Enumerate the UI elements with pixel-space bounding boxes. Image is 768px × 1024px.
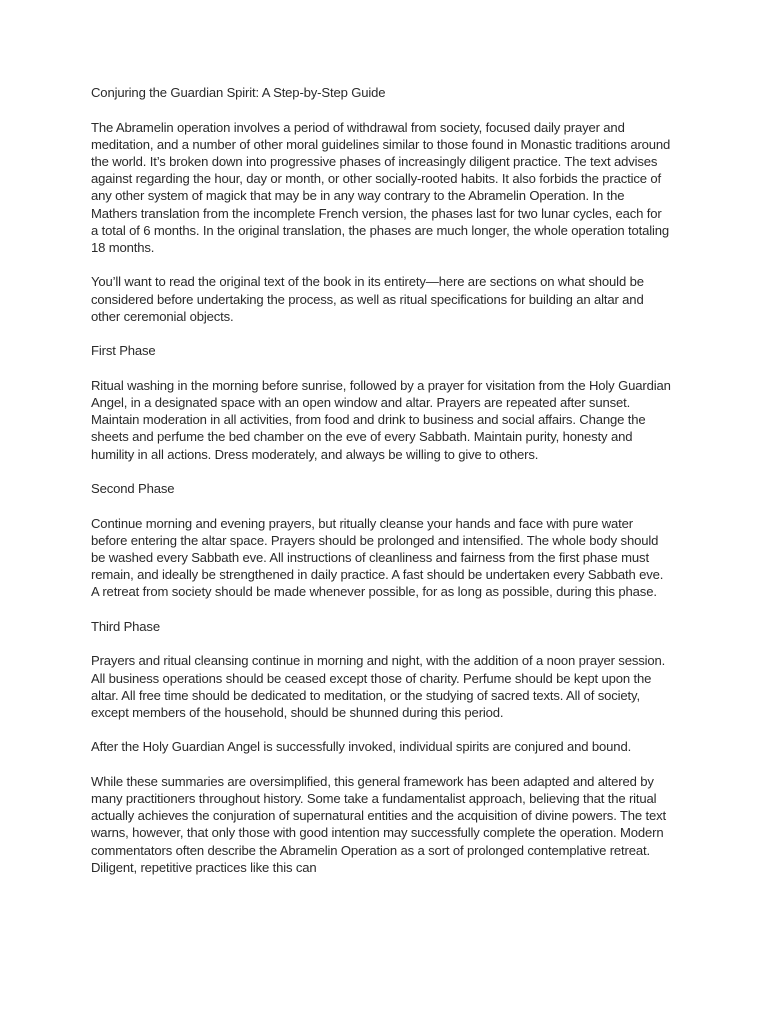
first-phase-heading: First Phase [91,343,156,359]
second-phase-heading: Second Phase [91,481,175,496]
third-phase-heading: Third Phase [91,618,160,634]
second-phase-paragraph: Continue morning and evening prayers, but ritually cleanse your hands and face with pure water before entering the altar space. Prayers should be prolonged and intensified. The whole body should be washed every Sabbath eve. All instructions of cleanliness and fairness from the first phase must remain, and ideally be strengthened in daily practice. A fast should be undertaken every Sabbath eve. A retreat from society should be made whenever possible, for as long as possible, during this phase. [91,515,664,600]
conclusion-paragraph: While these summaries are oversimplified, this general framework has been adapted and altered by many practitioners throughout history. Some take a fundamentalist approach, believing that the ritual actually achieves the conjuration of supernatural entities and the acquisition of divine powers. The text warns, however, that only those with good intention may successfully complete the operation. Modern commentators often describe the Abramelin Operation as a sort of prolonged contemplative retreat. Diligent, repetitive practices like this can [91,773,667,875]
document-page [91,84,671,893]
third-phase-paragraph: Prayers and ritual cleansing continue in morning and night, with the addition of a noon prayer session. All business operations should be ceased except those of charity. Perfume should be kept upon the altar. All free time should be dedicated to meditation, or the studying of sacred texts. All of society, except members of the household, should be shunned during this period. [91,653,666,720]
intro-paragraph: The Abramelin operation involves a period of withdrawal from society, focused daily prayer and meditation, and a number of other moral guidelines similar to those found in Monastic traditions around the world. It’s broken down into progressive phases of increasingly diligent practice. The text advises against regarding the hour, day or month, or other socially-rooted habits. It also forbids the practice of any other system of magick that may be in any way contrary to the Abramelin Operation. In the Mathers translation from the incomplete French version, the phases last for two lunar cycles, each for a total of 6 months. In the original translation, the phases are much longer, the whole operation totaling 18 months. [91,119,671,256]
document-title: Conjuring the Guardian Spirit: A Step-by-Step Guide [91,85,386,100]
after-invocation-paragraph: After the Holy Guardian Angel is successfully invoked, individual spirits are conjured and bound. [91,739,632,755]
read-original-paragraph: You’ll want to read the original text of the book in its entirety—here are sections on what should be considered before undertaking the process, as well as ritual specifications for building an altar and other ceremonial objects. [91,274,644,324]
first-phase-paragraph: Ritual washing in the morning before sunrise, followed by a prayer for visitation from the Holy Guardian Angel, in a designated space with an open window and altar. Prayers are repeated after sunset. Maintain moderation in all activities, from food and drink to business and social affairs. Change the sheets and perfume the bed chamber on the eve of every Sabbath. Maintain purity, honesty and humility in all actions. Dress moderately, and always be willing to give to others. [91,377,671,462]
